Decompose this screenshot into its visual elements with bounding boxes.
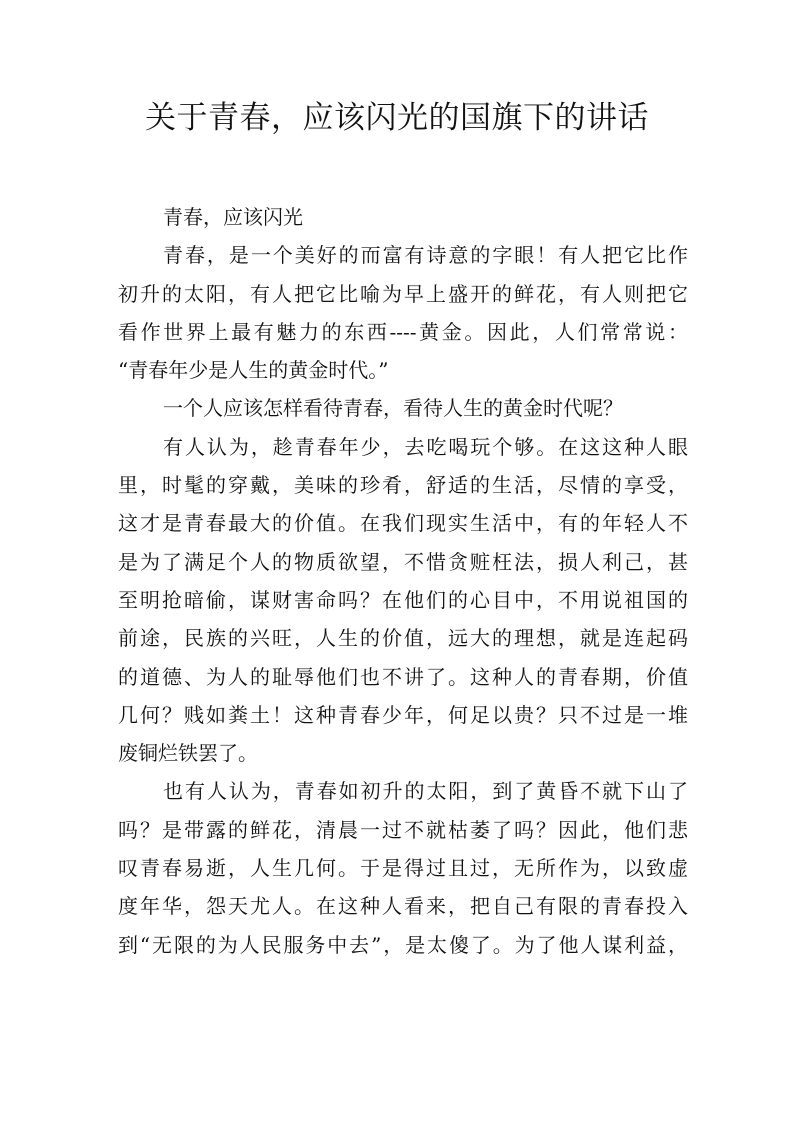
body-line: 至明抢暗偷，谋财害命吗？在他们的心目中，不用说祖国的 [118,587,688,612]
body-line: 的道德、为人的耻辱他们也不讲了。这种人的青春期，价值 [118,664,688,689]
body-line: 几何？贱如粪土！这种青春少年，何足以贵？只不过是一堆 [118,702,688,727]
body-line: 初升的太阳，有人把它比喻为早上盛开的鲜花，有人则把它 [118,281,688,306]
body-line: “青春年少是人生的黄金时代。” [118,358,389,383]
body-line: 看作世界上最有魅力的东西----黄金。因此，人们常常说： [118,319,688,344]
body-line: 吗？是带露的鲜花，清晨一过不就枯萎了吗？因此，他们悲 [118,817,688,842]
body-line: 青春，是一个美好的而富有诗意的字眼！有人把它比作 [163,243,688,268]
body-line: 废铜烂铁罢了。 [118,741,258,766]
document-body [118,198,688,964]
body-line: 叹青春易逝，人生几何。于是得过且过，无所作为，以致虚 [118,856,688,881]
body-line: 一个人应该怎样看待青春，看待人生的黄金时代呢？ [163,396,623,421]
body-line: 有人认为，趁青春年少，去吃喝玩个够。在这这种人眼 [163,434,688,459]
body-line: 到“无限的为人民服务中去”，是太傻了。为了他人谋利益， [118,932,688,957]
body-line: 青春，应该闪光 [163,205,303,229]
body-line: 这才是青春最大的价值。在我们现实生活中，有的年轻人不 [118,511,688,536]
body-line: 度年华，怨天尤人。在这种人看来，把自己有限的青春投入 [118,894,688,919]
body-line: 是为了满足个人的物质欲望，不惜贪赃枉法，损人利己，甚 [118,549,688,574]
body-line: 前途，民族的兴旺，人生的价值，远大的理想，就是连起码 [118,626,688,651]
body-line: 也有人认为，青春如初升的太阳，到了黄昏不就下山了 [163,779,688,804]
document-title: 关于青春，应该闪光的国旗下的讲话 [145,100,649,136]
body-line: 里，时髦的穿戴，美味的珍肴，舒适的生活，尽情的享受， [118,473,688,498]
